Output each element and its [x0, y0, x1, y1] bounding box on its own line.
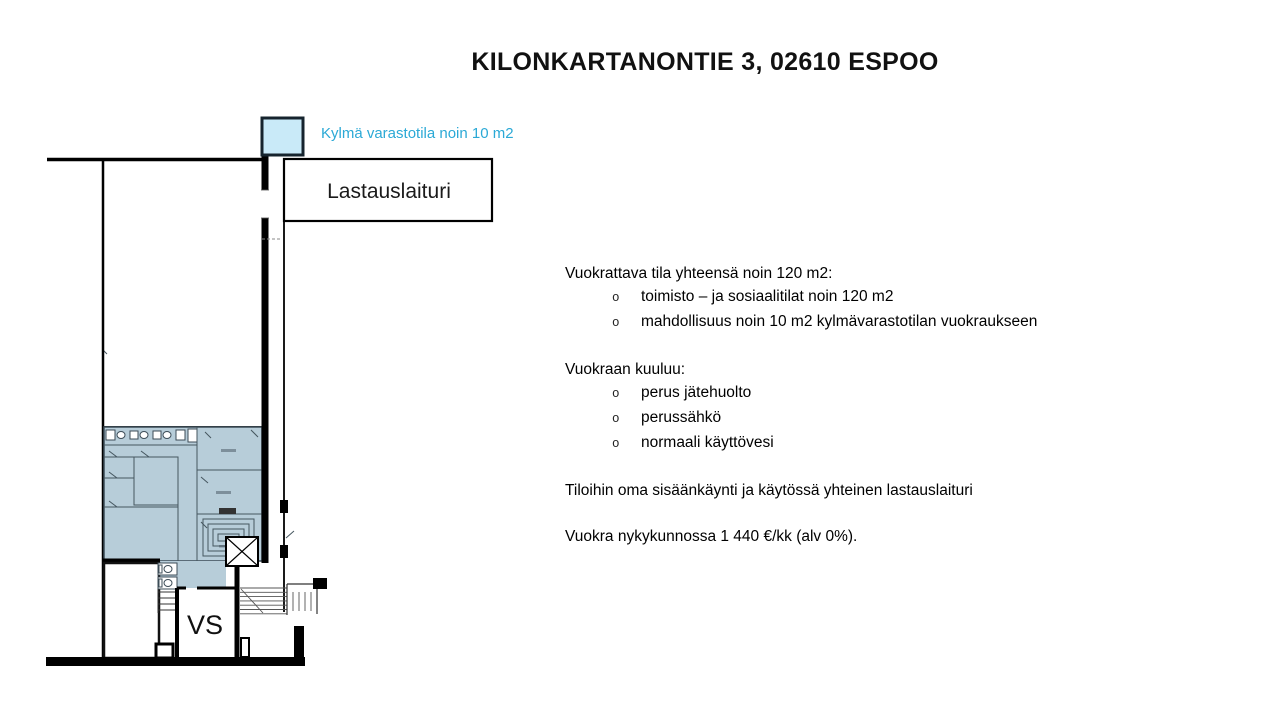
thick-wall	[261, 155, 270, 563]
section-heading: Tiloihin oma sisäänkäynti ja käytössä yhteinen lastauslaituri	[565, 482, 973, 499]
section-rent-price	[565, 525, 1255, 548]
bullet-item	[565, 381, 1255, 406]
vs-room-label: VS	[186, 610, 224, 640]
bullet-glyph: o	[612, 316, 620, 330]
bullet-glyph: o	[612, 387, 620, 401]
bullet-item	[565, 431, 1255, 456]
large-hall	[103, 159, 264, 427]
bullet-text: perussähkö	[641, 409, 722, 426]
elevator-shaft	[226, 537, 258, 566]
bullet-item	[565, 406, 1255, 431]
bullet-text: perus jätehuolto	[641, 384, 752, 401]
section-entrance	[565, 479, 1255, 502]
bullet-glyph: o	[612, 291, 620, 305]
section-heading: Vuokrattava tila yhteensä noin 120 m2:	[565, 265, 833, 282]
bullet-text: mahdollisuus noin 10 m2 kylmävarastotilan vuokraukseen	[641, 313, 1038, 330]
page-title: KILONKARTANONTIE 3, 02610 ESPOO	[471, 48, 939, 76]
bullet-item	[565, 310, 1255, 335]
bullet-item	[565, 285, 1255, 310]
details-text	[565, 262, 1255, 571]
cold-storage-label: Kylmä varastotila noin 10 m2	[321, 125, 514, 142]
bullet-text: normaali käyttövesi	[641, 434, 774, 451]
bullet-text: toimisto – ja sosiaalitilat noin 120 m2	[641, 288, 894, 305]
section-rentable-space	[565, 262, 1255, 335]
cold-storage-square	[262, 118, 303, 155]
bullet-glyph: o	[612, 437, 620, 451]
section-heading: Vuokra nykykunnossa 1 440 €/kk (alv 0%).	[565, 528, 858, 545]
floor-plan	[40, 110, 500, 680]
loading-dock-box	[284, 159, 492, 221]
section-rent-includes	[565, 358, 1255, 456]
bullet-glyph: o	[612, 412, 620, 426]
section-heading: Vuokraan kuuluu:	[565, 361, 686, 378]
loading-dock-label: Lastauslaituri	[327, 180, 451, 203]
